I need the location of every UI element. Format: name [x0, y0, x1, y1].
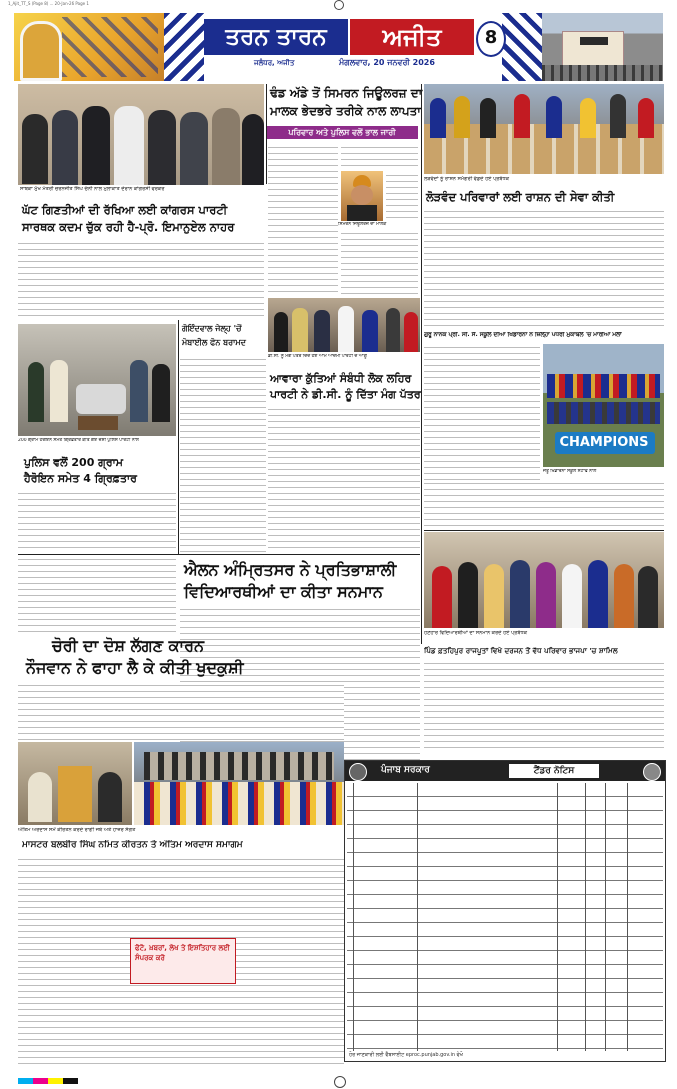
theft-headline-1: ਚੋਰੀ ਦਾ ਦੋਸ਼ ਲੱਗਣ ਕਾਰਨ	[52, 636, 204, 655]
jeweller-headline-1: ਢੰਡ ਅੱਡੇ ਤੋਂ ਸਿਮਰਨ ਜਿਊਲਰਜ਼ ਦਾ	[270, 86, 423, 100]
masthead-right-photo	[542, 13, 663, 81]
registration-mark-top	[334, 0, 344, 10]
bhog-photo-left	[18, 742, 132, 825]
printer-slug: 1_Ajit_TT_S (Page 8) ... 20-Jan-26 Page 1	[8, 1, 89, 6]
bhog-photo-caption: ਅੰਤਿਮ ਅਰਦਾਸ ਸਮੇਂ ਕੀਰਤਨ ਕਰਦੇ ਰਾਗੀ ਜਥੇ ਅਤੇ ਹਾਜ਼ਰ ਸੰਗਤ	[18, 827, 136, 833]
masthead-title-left: ਤਰਨ ਤਾਰਨ	[204, 19, 348, 55]
top-left-caption: ਸਾਬਕਾ ਮੁੱਖ ਮੰਤਰੀ ਚਰਨਜੀਤ ਸਿੰਘ ਚੰਨੀ ਨਾਲ ਮੁਲਾਕਾਤ ਦੌਰਾਨ ਕਾਂਗਰਸੀ ਵਰਕਰ	[20, 186, 165, 192]
ration-headline: ਲੋੜਵੰਦ ਪਰਿਵਾਰਾਂ ਲਈ ਰਾਸ਼ਨ ਦੀ ਸੇਵਾ ਕੀਤੀ	[426, 190, 615, 204]
school-headline: ਗੁਰੂ ਨਾਨਕ ਪ੍ਰੀ. ਸੀ. ਸੈ. ਸਕੂਲ ਦੀਆਂ ਖਿਡਾਰਨਾਂ ਨੇ ਜ਼ਿਲ੍ਹਾ ਪੱਧਰੀ ਮੁਕਾਬਲੇ 'ਚ ਮਾਰੀਆਂ ਮੱਲਾਂ	[424, 332, 622, 338]
jeweller-body-bottom	[341, 230, 418, 294]
champions-banner: CHAMPIONS	[559, 435, 649, 450]
ferozepur-headline: ਪਿੰਡ ਫ਼ਤਹਿਪੁਰ ਰਾਜਪੂਤਾਂ ਵਿਖੇ ਦਰਜਨ ਤੋਂ ਵੱਧ ਪਰਿਵਾਰ ਭਾਜਪਾ 'ਚ ਸ਼ਾਮਿਲ	[424, 646, 618, 655]
congress-headline-1: ਘੱਟ ਗਿਣਤੀਆਂ ਦੀ ਰੱਖਿਆ ਲਈ ਕਾਂਗਰਸ ਪਾਰਟੀ	[22, 203, 228, 217]
allen-photo	[424, 532, 664, 628]
theft-body	[18, 682, 344, 740]
top-left-photo	[18, 84, 264, 185]
police-photo-caption: 200 ਗ੍ਰਾਮ ਹੈਰੋਇਨ ਸਮੇਤ ਗ੍ਰਿਫ਼ਤਾਰ ਕੀਤੇ ਗਏ ਦੋਸ਼ੀ ਪੁਲਿਸ ਪਾਰਟੀ ਨਾਲ	[18, 438, 139, 443]
jeweller-photo	[341, 171, 383, 221]
column-rule	[266, 84, 267, 184]
contact-ad-text: ਫੋਟੋ, ਖ਼ਬਰਾਂ, ਲੇਖ ਤੇ ਇਸ਼ਤਿਹਾਰ ਲਈ ਸੰਪਰਕ ਕਰੋ	[135, 944, 230, 962]
masthead-edition: ਜਲੰਧਰ, ਅਜੀਤ	[254, 59, 295, 67]
jail-headline: ਗੋਇੰਦਵਾਲ ਜੇਲ੍ਹ 'ਚੋਂ ਮੋਬਾਈਲ ਫੋਨ ਬਰਾਮਦ	[182, 324, 246, 347]
jeweller-body-right	[386, 172, 418, 222]
ferozepur-body	[424, 660, 664, 752]
row-rule	[424, 530, 664, 531]
bhog-headline: ਮਾਸਟਰ ਬਲਬੀਰ ਸਿੰਘ ਨਮਿਤ ਕੀਰਤਨ ਤੇ ਅੰਤਿਮ ਅਰਦਾਸ ਸਮਾਗਮ	[22, 840, 243, 850]
masthead-pattern-right	[502, 13, 542, 81]
police-headline-1: ਪੁਲਿਸ ਵਲੋਂ 200 ਗ੍ਰਾਮ	[24, 456, 124, 469]
column-rule	[178, 320, 179, 555]
masthead	[14, 13, 663, 81]
page-number: 8	[484, 27, 498, 48]
masthead-pattern-left	[164, 13, 204, 81]
punjab-emblem-icon	[349, 763, 367, 781]
column-rule	[421, 84, 422, 644]
school-photo-caption: ਜੇਤੂ ਖਿਡਾਰਨਾਂ ਸਕੂਲ ਸਟਾਫ ਨਾਲ	[543, 469, 597, 474]
dogs-headline-2: ਪਾਰਟੀ ਨੇ ਡੀ.ਸੀ. ਨੂੰ ਦਿੱਤਾ ਮੰਗ ਪੱਤਰ	[270, 388, 421, 401]
jeweller-body-left	[268, 144, 338, 294]
color-bar	[18, 1078, 78, 1084]
tender-govt: ਪੰਜਾਬ ਸਰਕਾਰ	[381, 765, 430, 775]
school-body-bottom	[424, 480, 664, 528]
tender-table	[347, 783, 663, 1051]
allen-headline-2: ਵਿਦਿਆਰਥੀਆਂ ਦਾ ਕੀਤਾ ਸਨਮਾਨ	[184, 582, 383, 601]
dogs-body	[268, 406, 420, 552]
tender-title: ਟੈਂਡਰ ਨੋਟਿਸ	[509, 764, 599, 778]
congress-headline-2: ਸਾਰਥਕ ਕਦਮ ਚੁੱਕ ਰਹੀ ਹੈ-ਪ੍ਰੋ. ਇਮਾਨੁਏਲ ਨਾਹਰ	[22, 220, 235, 234]
seal-icon	[643, 763, 661, 781]
police-photo	[18, 324, 176, 436]
dogs-photo	[268, 298, 420, 352]
jeweller-photo-caption: ਸਿਮਰਨ ਜਿਊਲਰਜ਼ ਦਾ ਮਾਲਕ	[338, 222, 387, 227]
jeweller-kicker: ਪਰਿਵਾਰ ਅਤੇ ਪੁਲਿਸ ਵਲੋਂ ਭਾਲ ਜਾਰੀ	[266, 126, 418, 139]
registration-mark-bottom	[334, 1076, 346, 1088]
congress-body	[18, 240, 264, 318]
top-right-photo	[424, 84, 664, 174]
dogs-headline-1: ਆਵਾਰਾ ਕੁੱਤਿਆਂ ਸੰਬੰਧੀ ਲੋਕ ਲਹਿਰ	[270, 372, 412, 385]
dogs-photo-caption: ਡੀ.ਸੀ. ਨੂੰ ਮੰਗ ਪੱਤਰ ਦਿੰਦੇ ਹੋਏ ਆਮ ਆਦਮੀ ਪਾਰਟੀ ਦੇ ਆਗੂ	[268, 354, 367, 359]
police-headline-2: ਹੈਰੋਇਨ ਸਮੇਤ 4 ਗ੍ਰਿਫ਼ਤਾਰ	[24, 472, 137, 485]
jeweller-headline-2: ਮਾਲਕ ਭੇਦਭਰੇ ਤਰੀਕੇ ਨਾਲ ਲਾਪਤਾ	[270, 104, 421, 118]
theft-headline-2: ਨੌਜਵਾਨ ਨੇ ਫਾਹਾ ਲੈ ਕੇ ਕੀਤੀ ਖੁਦਕੁਸ਼ੀ	[26, 658, 244, 677]
theft-left-body	[18, 556, 176, 634]
jail-body	[180, 356, 266, 552]
tender-footer: ਹੋਰ ਜਾਣਕਾਰੀ ਲਈ ਵੈੱਬਸਾਈਟ eproc.punjab.gov.in ਵੇਖੋ	[349, 1052, 463, 1058]
top-right-caption: ਲੋੜਵੰਦਾਂ ਨੂੰ ਰਾਸ਼ਨ ਸਮੱਗਰੀ ਵੰਡਦੇ ਹੋਏ ਪ੍ਰਬੰਧਕ	[424, 176, 510, 182]
row-rule	[18, 554, 420, 555]
masthead-title-right: ਅਜੀਤ	[350, 19, 474, 55]
contact-ad-box	[130, 938, 236, 984]
ration-body	[424, 208, 664, 328]
allen-headline-1: ਐਲਨ ਅੰਮ੍ਰਿਤਸਰ ਨੇ ਪ੍ਰਤਿਭਾਸ਼ਾਲੀ	[184, 560, 397, 579]
masthead-left-art	[14, 13, 164, 81]
bhog-photo-right	[134, 742, 344, 825]
police-body	[18, 490, 176, 552]
jeweller-body-mid	[341, 144, 418, 170]
masthead-date: ਮੰਗਲਵਾਰ, 20 ਜਨਵਰੀ 2026	[339, 58, 435, 67]
tender-notice	[344, 760, 666, 1062]
allen-photo-caption: ਹੋਣਹਾਰ ਵਿਦਿਆਰਥੀਆਂ ਦਾ ਸਨਮਾਨ ਕਰਦੇ ਹੋਏ ਪ੍ਰਬੰਧਕ	[424, 630, 528, 636]
